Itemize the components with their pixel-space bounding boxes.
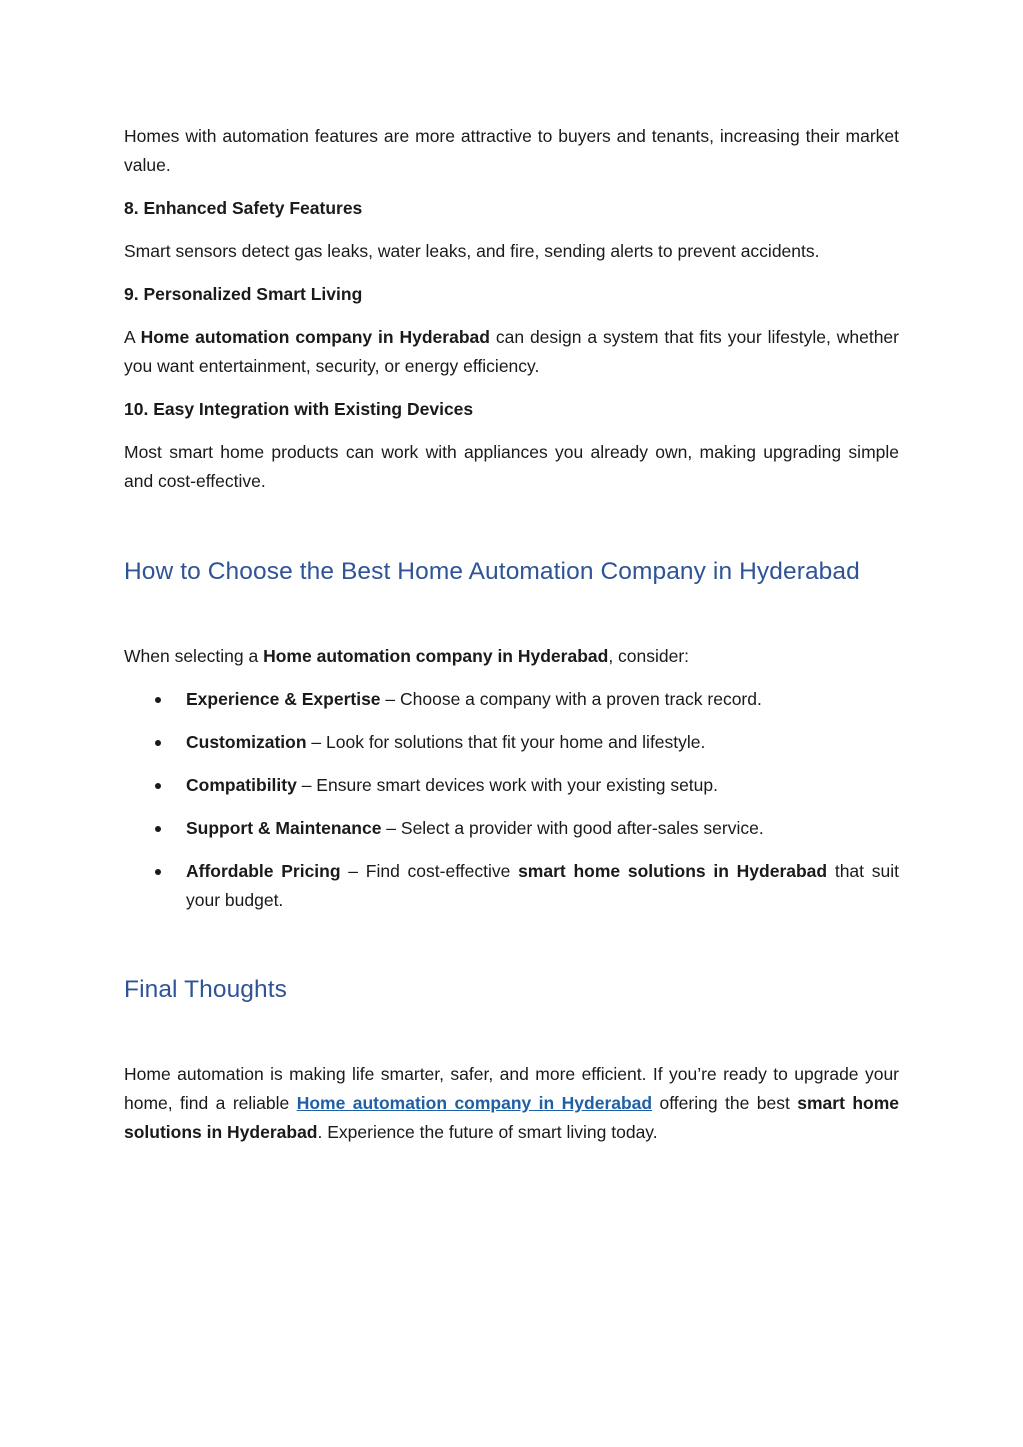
- final-paragraph: [124, 1060, 899, 1147]
- section-9-heading: 9. Personalized Smart Living: [124, 284, 363, 304]
- choose-lead-prefix: When selecting a: [124, 646, 264, 666]
- final-text-2: offering the best: [652, 1093, 798, 1113]
- criteria-text: – Ensure smart devices work with your existing setup.: [296, 775, 718, 795]
- criteria-label: Compatibility: [186, 775, 297, 795]
- criteria-label: Support & Maintenance: [186, 818, 382, 838]
- bullet-icon: [155, 740, 161, 746]
- section-8-heading: 8. Enhanced Safety Features: [124, 198, 363, 218]
- criteria-label: Customization: [186, 732, 307, 752]
- list-item: [124, 728, 899, 757]
- choose-lead: [124, 642, 899, 671]
- final-text-1: Home automation is making life smarter, safer, and more efficient. If you’re ready to upgrade your home, find a reliable: [124, 1064, 899, 1113]
- section-9-body: [124, 323, 899, 381]
- criteria-text-tail: that suit your budget.: [186, 861, 899, 910]
- section-8-body: Smart sensors detect gas leaks, water leaks, and fire, sending alerts to prevent accidents.: [124, 241, 820, 261]
- criteria-label: Affordable Pricing: [186, 861, 341, 881]
- list-item: [124, 771, 899, 800]
- home-automation-company-link[interactable]: Home automation company in Hyderabad: [296, 1093, 653, 1113]
- final-thoughts-title: Final Thoughts: [124, 976, 288, 1003]
- section-9-body-prefix: A: [124, 327, 141, 347]
- section-10-body: Most smart home products can work with appliances you already own, making upgrading simple and cost-effective.: [124, 442, 899, 491]
- criteria-text: – Select a provider with good after-sales service.: [381, 818, 764, 838]
- section-10-heading: 10. Easy Integration with Existing Devices: [124, 399, 474, 419]
- bullet-icon: [155, 783, 161, 789]
- choose-lead-bold: Home automation company in Hyderabad: [263, 646, 609, 666]
- final-bold: smart home solutions in Hyderabad: [124, 1093, 899, 1142]
- criteria-text: – Find cost-effective: [340, 861, 519, 881]
- criteria-bold-inline: smart home solutions in Hyderabad: [518, 861, 828, 881]
- bullet-icon: [155, 697, 161, 703]
- criteria-text: – Look for solutions that fit your home and lifestyle.: [306, 732, 706, 752]
- criteria-list: [124, 685, 899, 915]
- section-9-body-suffix: can design a system that fits your lifestyle, whether you want entertainment, security, or energy efficiency.: [124, 327, 899, 376]
- final-text-3: . Experience the future of smart living today.: [317, 1122, 658, 1142]
- criteria-text: – Choose a company with a proven track record.: [380, 689, 762, 709]
- bullet-icon: [155, 869, 161, 875]
- choose-section-title: How to Choose the Best Home Automation Company in Hyderabad: [124, 558, 860, 585]
- bullet-icon: [155, 826, 161, 832]
- list-item: [124, 814, 899, 843]
- choose-lead-suffix: , consider:: [608, 646, 690, 666]
- intro-paragraph: Homes with automation features are more attractive to buyers and tenants, increasing their market value.: [124, 126, 899, 175]
- criteria-label: Experience & Expertise: [186, 689, 381, 709]
- section-9-body-bold: Home automation company in Hyderabad: [140, 327, 490, 347]
- list-item: [124, 857, 899, 915]
- list-item: [124, 685, 899, 714]
